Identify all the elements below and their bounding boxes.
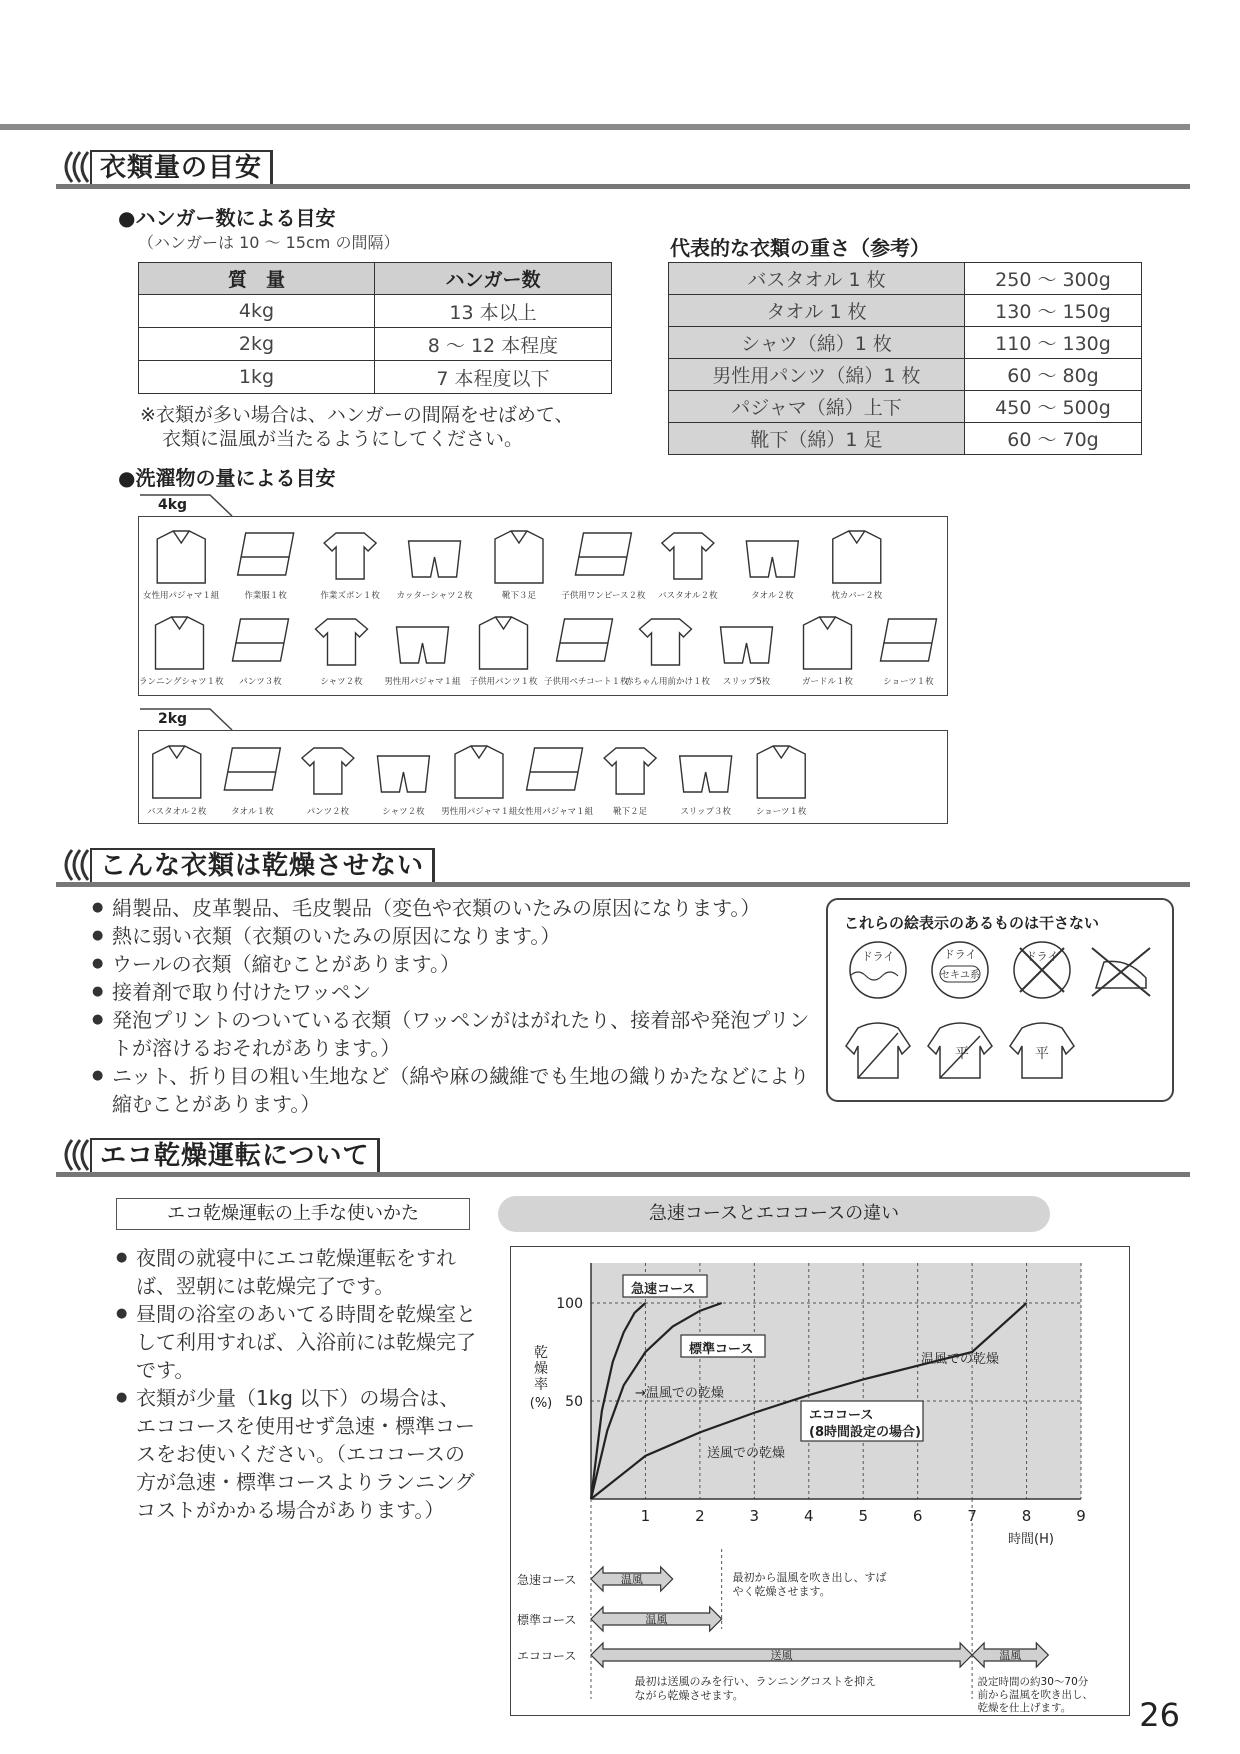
care-text: ドライ (861, 950, 895, 963)
timeline-row-label: 急速コース (517, 1573, 577, 1587)
item-label: 枕カバー２枚 (831, 591, 883, 601)
x-axis-label: 時間(H) (1008, 1532, 1054, 1547)
item-label: バスタオル２枚 (147, 807, 207, 817)
y-axis-label: 乾 (534, 1345, 548, 1361)
annotation-blow: 送風での乾燥 (707, 1446, 786, 1461)
cell: 8 ～ 12 本程度 (375, 328, 612, 361)
clothing-icon (238, 533, 294, 575)
flat-dry-shade-sweater-icon (1010, 1023, 1074, 1078)
section-title: エコ乾燥運転について (90, 1138, 380, 1172)
eco-tips-list (116, 1244, 476, 1524)
item-label: 子供用パンツ１枚 (469, 677, 538, 687)
clothing-icon (881, 619, 937, 661)
item-label: 作業ズボン１枚 (320, 591, 380, 601)
note-fast: 最初から温風を吹き出し、すば (732, 1571, 887, 1584)
list-item: ● 夜間の就寝中にエコ乾燥運転をすれば、翌朝には乾燥完了です。 (116, 1244, 476, 1300)
clothing-icon (495, 531, 543, 583)
clothing-icon (557, 619, 613, 661)
section-rule (56, 1172, 1190, 1177)
timeline-row-label: 標準コース (517, 1613, 577, 1627)
hanger-subtext: （ハンガーは 10 ～ 15cm の間隔） (138, 233, 400, 252)
timeline-row-label: エココース (517, 1649, 577, 1663)
annotation-warm: →温風での乾燥 (635, 1386, 724, 1401)
section-rule (56, 184, 1190, 189)
chart-title: 急速コースとエココースの違い (498, 1196, 1050, 1232)
weights-heading: 代表的な衣類の重さ（参考） (670, 236, 930, 260)
table-row (669, 423, 1142, 455)
item-label: ショーツ１枚 (883, 677, 934, 687)
tag-4kg (140, 494, 193, 516)
note-end: 乾燥を仕上げます。 (977, 1702, 1072, 1714)
item-label: スリップ３枚 (680, 807, 731, 817)
flat-dry-sweater-icon (928, 1023, 992, 1078)
item-label: カッターシャツ２枚 (396, 591, 473, 601)
care-text: 平 (955, 1046, 969, 1062)
no-iron-icon (1092, 948, 1150, 996)
clothing-icon (757, 746, 805, 798)
list-item: ● 昼間の浴室のあいてる時間を乾燥室として利用すれば、入浴前には乾燥完了です。 (116, 1300, 476, 1384)
item-label: タオル１枚 (231, 807, 274, 817)
y-axis-label-unit: (%) (529, 1396, 553, 1411)
care-symbols (828, 938, 1172, 1098)
cell: 靴下（綿）1 足 (669, 423, 965, 455)
item-label: スリップ5枚 (722, 677, 771, 687)
clothing-icon (662, 533, 714, 579)
clothing-icon (804, 617, 852, 669)
timeline-fast-label: 温風 (620, 1573, 643, 1586)
x-tick-label: 2 (695, 1507, 705, 1525)
page-number: 26 (1139, 1696, 1180, 1734)
plot-area (591, 1263, 1081, 1499)
note-eco: 最初は送風のみを行い、ランニングコストを抑え (634, 1675, 877, 1688)
tag-shape-icon (140, 708, 240, 732)
list-item: ● 熱に弱い衣類（衣類のいたみの原因になります。） (92, 922, 812, 950)
timeline-eco-warm-label: 温風 (999, 1649, 1022, 1662)
cell: 130 ～ 150g (965, 295, 1142, 327)
y-tick-label: 100 (556, 1296, 583, 1312)
clothing-icon (527, 748, 583, 790)
care-label-box (826, 898, 1174, 1102)
tag-2kg (140, 708, 193, 730)
clothing-icon (316, 619, 368, 665)
clothing-icon (480, 617, 528, 669)
clothing-icon (324, 533, 376, 579)
section-header-no-dry (56, 848, 1190, 882)
cell: 13 本以上 (375, 295, 612, 328)
item-label: パンツ２枚 (306, 807, 350, 817)
clothing-icon (640, 619, 692, 665)
table-row (669, 327, 1142, 359)
y-axis-label: 率 (534, 1377, 548, 1393)
table-row (669, 391, 1142, 423)
cell: 1kg (139, 361, 375, 394)
item-label: 靴下３足 (501, 591, 536, 601)
note-eco: ながら乾燥させます。 (634, 1689, 744, 1702)
clothing-icon (397, 627, 449, 663)
dry-clean-petroleum-icon (932, 942, 988, 998)
clothing-icon (302, 748, 354, 794)
item-label: 赤ちゃん用前かけ１枚 (625, 677, 711, 687)
x-tick-label: 7 (967, 1507, 977, 1525)
tag-label: 2kg (158, 711, 188, 727)
no-wring-sweater-icon (846, 1023, 910, 1078)
cell: 60 ～ 70g (965, 423, 1142, 455)
list-item: ● ウールの衣類（縮むことがあります。） (92, 950, 812, 978)
timeline-eco-blow-label: 送風 (770, 1649, 793, 1662)
laundry-4kg-panel (138, 516, 948, 696)
top-rule (0, 124, 1190, 130)
clothing-icon (224, 748, 280, 790)
x-tick-label: 9 (1076, 1507, 1086, 1525)
section-title: こんな衣類は乾燥させない (90, 848, 435, 882)
cell: パジャマ（綿）上下 (669, 391, 965, 423)
hanger-note-2: 衣類に温風が当たるようにしてください。 (162, 428, 524, 450)
table-row (139, 295, 612, 328)
no-dry-clean-icon (1014, 942, 1070, 998)
annotation-warm-right: 温風での乾燥 (921, 1352, 1000, 1367)
item-label: ショーツ１枚 (755, 807, 807, 817)
cell: 男性用パンツ（綿）1 枚 (669, 359, 965, 391)
label-eco-text: (8時間設定の場合) (809, 1425, 921, 1440)
clothing-icon (156, 617, 204, 669)
clothing-icon (680, 756, 732, 792)
note-fast: やく乾燥させます。 (732, 1585, 831, 1598)
x-tick-label: 4 (804, 1507, 814, 1525)
chart-frame (510, 1246, 1130, 1716)
item-label: シャツ２枚 (382, 807, 425, 817)
header-hanger-count: ハンガー数 (375, 263, 612, 295)
tag-shape-icon (140, 494, 240, 518)
eco-tips-title: エコ乾燥運転の上手な使いかた (116, 1198, 470, 1230)
clothing-icon (604, 748, 656, 794)
item-label: バスタオル２枚 (658, 591, 718, 601)
row-1 (139, 521, 899, 605)
tag-label: 4kg (158, 497, 188, 513)
item-label: タオル２枚 (751, 591, 794, 601)
item-label: 男性用パジャマ１組 (384, 677, 461, 687)
clothing-icon (575, 533, 631, 575)
laundry-2kg-panel (138, 730, 948, 824)
care-text: セキユ系 (940, 970, 980, 981)
section-title: 衣類量の目安 (90, 150, 273, 184)
row-3 (139, 735, 819, 821)
clothing-icon (157, 531, 205, 583)
item-label: ガードル１枚 (801, 677, 853, 687)
header-mass: 質 量 (139, 263, 375, 295)
table-row (669, 263, 1142, 295)
section-header-clothing-amount (56, 150, 1190, 184)
item-label: 子供用ペチコート１枚 (544, 677, 629, 687)
care-text: ドライ (1025, 950, 1059, 963)
clothing-icon (409, 541, 461, 577)
cell: 450 ～ 500g (965, 391, 1142, 423)
clothing-icon (233, 619, 289, 661)
cell: 60 ～ 80g (965, 359, 1142, 391)
y-tick-label: 50 (565, 1394, 583, 1410)
clothing-icon (455, 746, 503, 798)
item-label: 女性用パジャマ１組 (143, 591, 220, 601)
care-text: ドライ (943, 948, 977, 961)
clothing-icon (746, 541, 798, 577)
dry-clean-icon (850, 942, 906, 998)
item-label: 女性用パジャマ１組 (516, 807, 594, 817)
x-tick-label: 1 (640, 1507, 651, 1525)
care-title: これらの絵表示のあるものは干さない (844, 914, 1100, 932)
hanger-note-1: ※衣類が多い場合は、ハンガーの間隔をせばめて、 (140, 404, 574, 426)
item-label: シャツ２枚 (320, 677, 363, 687)
hanger-heading: ●ハンガー数による目安 (118, 206, 336, 230)
x-tick-label: 3 (749, 1507, 760, 1525)
item-label: パンツ３枚 (239, 677, 282, 687)
note-end: 設定時間の約30～70分 (977, 1676, 1089, 1688)
row-2 (139, 607, 949, 691)
section-rule (56, 882, 1190, 887)
x-tick-label: 5 (858, 1507, 868, 1525)
item-label: 靴下２足 (613, 807, 648, 817)
drying-rate-chart (511, 1247, 1129, 1715)
label-eco-text: エココース (809, 1408, 874, 1423)
item-label: 男性用パジャマ１組 (441, 807, 518, 817)
section-header-eco (56, 1138, 1190, 1172)
label-standard-text: 標準コース (689, 1342, 754, 1357)
label-fast-text: 急速コース (631, 1282, 696, 1297)
care-text: 平 (1035, 1046, 1049, 1062)
clothing-icon (377, 756, 429, 792)
cell: シャツ（綿）1 枚 (669, 327, 965, 359)
list-item: ● 絹製品、皮革製品、毛皮製品（変色や衣類のいたみの原因になります。） (92, 894, 812, 922)
note-end: 前から温風を吹き出し、 (977, 1689, 1094, 1701)
y-axis-label: 燥 (534, 1361, 548, 1377)
laundry-heading: ●洗濯物の量による目安 (118, 466, 336, 490)
table-row (139, 328, 612, 361)
list-item: ● ニット、折り目の粗い生地など（綿や麻の繊維でも生地の織りかたなどにより縮むことがあります。） (92, 1062, 812, 1118)
cell: 250 ～ 300g (965, 263, 1142, 295)
clothing-icon (721, 627, 773, 663)
cell: バスタオル 1 枚 (669, 263, 965, 295)
x-tick-label: 8 (1021, 1507, 1032, 1525)
cell: 2kg (139, 328, 375, 361)
x-tick-label: 6 (912, 1507, 923, 1525)
weights-table (668, 262, 1142, 455)
cell: タオル 1 枚 (669, 295, 965, 327)
item-label: ランニングシャツ１枚 (139, 677, 224, 687)
item-label: 作業服１枚 (244, 591, 287, 601)
table-row (669, 359, 1142, 391)
cell: 110 ～ 130g (965, 327, 1142, 359)
list-item: ● 接着剤で取り付けたワッペン (92, 978, 812, 1006)
timeline-standard-label: 温風 (645, 1613, 668, 1626)
list-item: ● 衣類が少量（1kg 以下）の場合は、エココースを使用せず急速・標準コースをお使いください。（エココースの方が急速・標準コースよりランニングコストがかかる場合があります。） (116, 1384, 476, 1524)
list-item: ● 発泡プリントのついている衣類（ワッペンがはがれたり、接着部や発泡プリントが溶けるおそれがあります。） (92, 1006, 812, 1062)
item-label: 子供用ワンピース２枚 (561, 591, 646, 601)
hanger-table (138, 262, 612, 394)
table-row (139, 361, 612, 394)
no-dry-list (92, 894, 812, 1118)
clothing-icon (153, 746, 201, 798)
cell: 7 本程度以下 (375, 361, 612, 394)
clothing-icon (833, 531, 881, 583)
table-row (669, 295, 1142, 327)
cell: 4kg (139, 295, 375, 328)
